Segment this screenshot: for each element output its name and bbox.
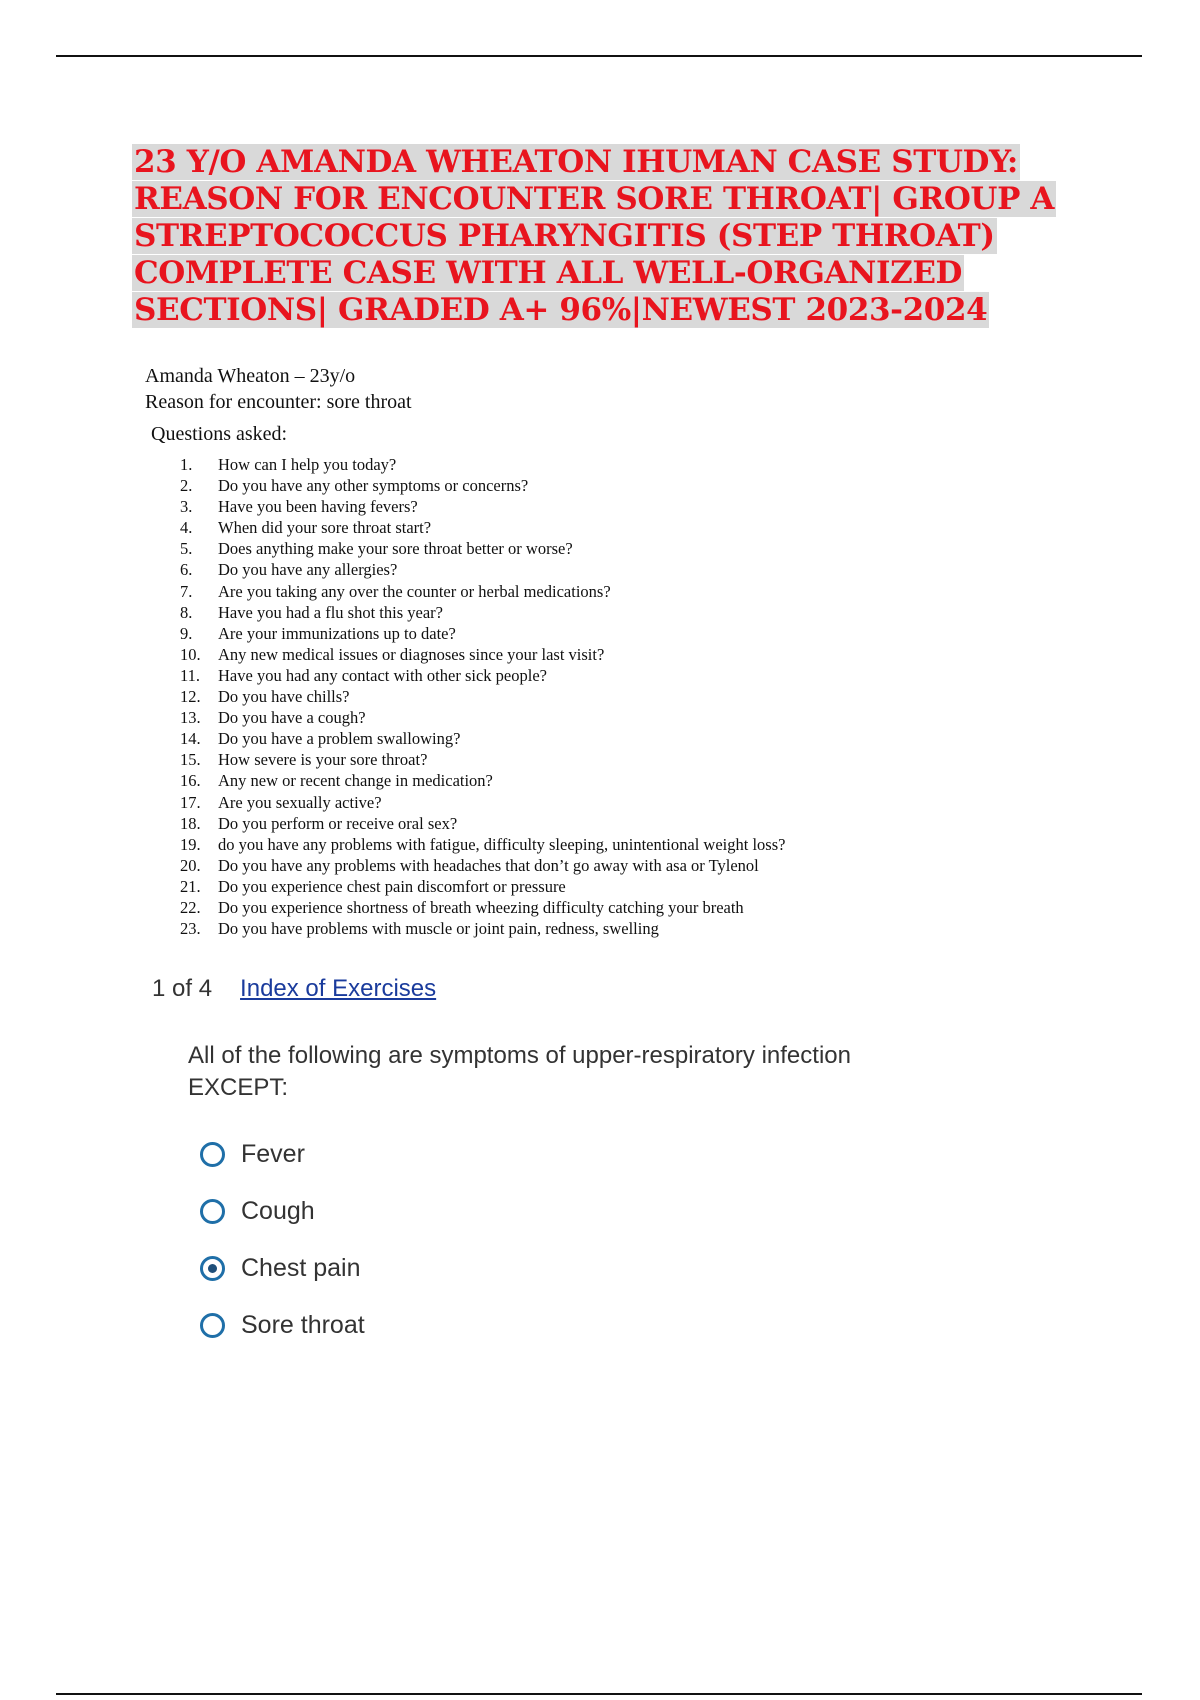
- document-title: 23 Y/O AMANDA WHEATON IHUMAN CASE STUDY: REASON FOR ENCOUNTER SORE THROAT| GROUP A STREPTOCOCCUS PHARYNGITIS (STEP THROAT) COMPLETE CASE WITH ALL WELL-ORGANIZED SECTIONS| GRADED A+ 96%|NEWEST 2023-2024: [134, 144, 1055, 328]
- option-cough[interactable]: [200, 1183, 365, 1240]
- question-item: 17. Are you sexually active?: [180, 792, 382, 812]
- questions-list: [180, 454, 785, 939]
- question-item: 20. Do you have any problems with headaches that don’t go away with asa or Tylenol: [180, 855, 759, 875]
- question-item: 9. Are your immunizations up to date?: [180, 623, 456, 643]
- option-label: Cough: [241, 1197, 315, 1225]
- exercise-pager: [152, 975, 436, 1003]
- question-item: 8. Have you had a flu shot this year?: [180, 602, 443, 622]
- answer-options: [200, 1126, 365, 1354]
- question-item: 2. Do you have any other symptoms or concerns?: [180, 476, 529, 496]
- question-item: 16. Any new or recent change in medication?: [180, 771, 493, 791]
- question-item: 13. Do you have a cough?: [180, 708, 366, 728]
- question-item: 12. Do you have chills?: [180, 687, 350, 707]
- question-item: 3. Have you been having fevers?: [180, 497, 418, 517]
- radio-unchecked-icon[interactable]: [200, 1199, 225, 1224]
- option-sore-throat[interactable]: [200, 1297, 365, 1354]
- question-item: 22. Do you experience shortness of breath wheezing difficulty catching your breath: [180, 897, 744, 917]
- question-item: 18. Do you perform or receive oral sex?: [180, 813, 458, 833]
- question-item: 4. When did your sore throat start?: [180, 518, 432, 538]
- question-item: 15. How severe is your sore throat?: [180, 750, 428, 770]
- question-item: 14. Do you have a problem swallowing?: [180, 729, 461, 749]
- option-label: Fever: [241, 1140, 305, 1168]
- question-item: 5. Does anything make your sore throat better or worse?: [180, 539, 573, 559]
- option-label: Sore throat: [241, 1311, 365, 1339]
- question-item: 23. Do you have problems with muscle or joint pain, redness, swelling: [180, 919, 659, 939]
- option-fever[interactable]: [200, 1126, 365, 1183]
- question-item: 6. Do you have any allergies?: [180, 560, 398, 580]
- quiz-prompt: All of the following are symptoms of upper-respiratory infection EXCEPT:: [188, 1042, 851, 1101]
- top-rule: [56, 55, 1142, 57]
- patient-name-age: Amanda Wheaton – 23y/o: [145, 365, 356, 387]
- question-item: 10. Any new medical issues or diagnoses since your last visit?: [180, 644, 605, 664]
- option-chest-pain[interactable]: [200, 1240, 365, 1297]
- bottom-rule: [56, 1693, 1142, 1695]
- index-of-exercises-link[interactable]: Index of Exercises: [240, 975, 437, 1002]
- question-item: 19. do you have any problems with fatigue, difficulty sleeping, unintentional weight loss?: [180, 834, 786, 854]
- option-label: Chest pain: [241, 1254, 361, 1282]
- encounter-reason: Reason for encounter: sore throat: [145, 391, 412, 413]
- question-item: 21. Do you experience chest pain discomfort or pressure: [180, 876, 566, 896]
- question-item: 7. Are you taking any over the counter or herbal medications?: [180, 581, 611, 601]
- radio-unchecked-icon[interactable]: [200, 1313, 225, 1338]
- question-item: 11. Have you had any contact with other sick people?: [180, 665, 547, 685]
- questions-heading: Questions asked:: [151, 423, 288, 445]
- radio-unchecked-icon[interactable]: [200, 1142, 225, 1167]
- page-indicator: 1 of 4: [152, 975, 213, 1002]
- question-item: 1. How can I help you today?: [180, 455, 397, 474]
- radio-checked-icon[interactable]: [200, 1256, 225, 1281]
